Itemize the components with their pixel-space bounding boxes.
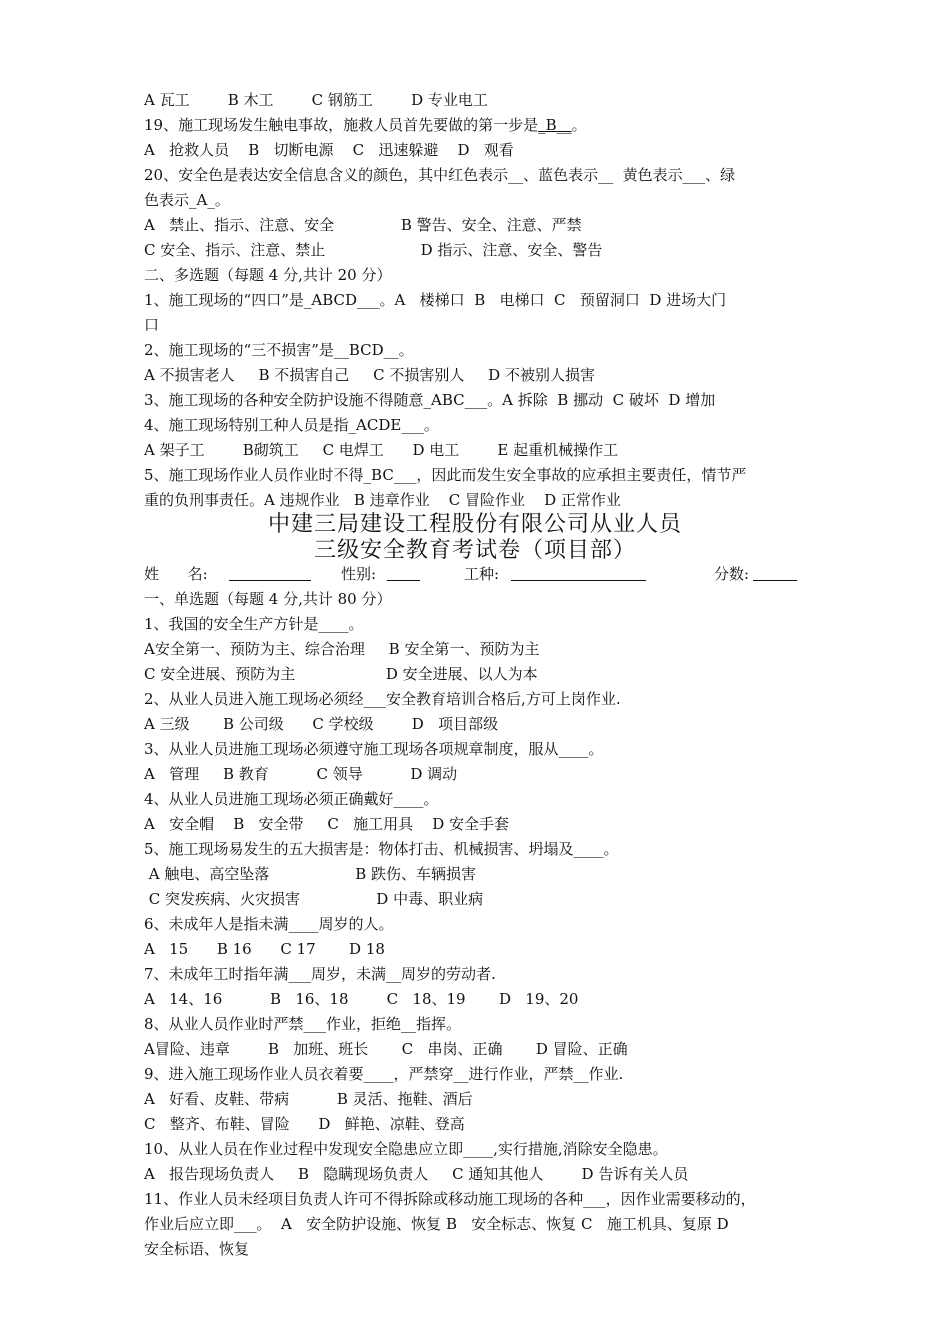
q20-options-ab: A 禁止、指示、注意、安全 B 警告、安全、注意、严禁 — [144, 216, 582, 234]
q9-question: 9、进入施工现场作业人员衣着要____，严禁穿__进行作业，严禁__作业. — [144, 1065, 624, 1083]
q5-question: 5、施工现场易发生的五大损害是：物体打击、机械损害、坍塌及____。 — [144, 840, 619, 858]
q6-question: 6、未成年人是指未满____周岁的人。 — [144, 915, 394, 933]
job-field[interactable] — [511, 566, 646, 581]
section-single-choice-heading: 一、单选题（每题 4 分,共计 80 分） — [144, 590, 392, 608]
name-field-label: 姓 名: — [144, 565, 208, 583]
q11-question-cont: 作业后应立即___。 A 安全防护设施、恢复 B 安全标志、恢复 C 施工机具、复原 D — [144, 1215, 729, 1233]
exam-title-line2: 三级安全教育考试卷（项目部） — [313, 538, 636, 563]
mq4-question: 4、施工现场特别工种人员是指_ACDE___。 — [144, 416, 439, 434]
mq1-question: 1、施工现场的“四口”是_ABCD___。A 楼梯口 B 电梯口 C 预留洞口 D 进场大门 — [144, 291, 727, 309]
name-field[interactable] — [229, 566, 311, 581]
q7-options: A 14、16 B 16、18 C 18、19 D 19、20 — [144, 990, 579, 1008]
q11-options-cont: 安全标语、恢复 — [144, 1240, 250, 1258]
mq2-question: 2、施工现场的“三不损害”是__BCD__。 — [144, 341, 414, 359]
mq5-question-cont: 重的负刑事责任。A 违规作业 B 违章作业 C 冒险作业 D 正常作业 — [144, 491, 621, 509]
q19-question: 19、施工现场发生触电事故，施救人员首先要做的第一步是_B__。 — [144, 116, 587, 134]
gender-field-label: 性别: — [341, 565, 377, 583]
job-field-label: 工种: — [464, 565, 500, 583]
section-multi-choice-heading: 二、多选题（每题 4 分,共计 20 分） — [144, 266, 392, 284]
q5-options-cd: C 突发疾病、火灾损害 D 中毒、职业病 — [144, 890, 484, 908]
q9-options-ab: A 好看、皮鞋、带病 B 灵活、拖鞋、酒后 — [144, 1090, 473, 1108]
mq4-options: A 架子工 B砌筑工 C 电焊工 D 电工 E 起重机械操作工 — [144, 441, 619, 459]
q7-question: 7、未成年工时指年满___周岁，未满__周岁的劳动者. — [144, 965, 496, 983]
q20-question-cont: 色表示_A_。 — [144, 191, 230, 209]
mq1-question-cont: 口 — [144, 316, 160, 334]
q8-options: A冒险、违章 B 加班、班长 C 串岗、正确 D 冒险、正确 — [144, 1040, 628, 1058]
score-field-label: 分数: — [714, 565, 750, 583]
q20-options-cd: C 安全、指示、注意、禁止 D 指示、注意、安全、警告 — [144, 241, 603, 259]
q5-options-ab: A 触电、高空坠落 B 跌伤、车辆损害 — [144, 865, 476, 883]
q1-options-cd: C 安全进展、预防为主 D 安全进展、以人为本 — [144, 665, 538, 683]
q1-question: 1、我国的安全生产方针是____。 — [144, 615, 364, 633]
q3-options: A 管理 B 教育 C 领导 D 调动 — [144, 765, 458, 783]
gender-field[interactable] — [387, 566, 420, 581]
q20-question: 20、安全色是表达安全信息含义的颜色，其中红色表示__、蓝色表示__ 黄色表示___、绿 — [144, 166, 736, 184]
q11-question: 11、作业人员未经项目负责人许可不得拆除或移动施工现场的各种___，因作业需要移动的， — [144, 1190, 756, 1208]
mq3-question: 3、施工现场的各种安全防护设施不得随意_ABC___。A 拆除 B 挪动 C 破坏 D 增加 — [144, 391, 716, 409]
q8-question: 8、从业人员作业时严禁___作业，拒绝__指挥。 — [144, 1015, 462, 1033]
q2-question: 2、从业人员进入施工现场必须经___安全教育培训合格后,方可上岗作业. — [144, 690, 621, 708]
q1-options-ab: A安全第一、预防为主、综合治理 B 安全第一、预防为主 — [144, 640, 540, 658]
q6-options: A 15 B 16 C 17 D 18 — [144, 940, 385, 958]
q10-options: A 报告现场负责人 B 隐瞒现场负责人 C 通知其他人 D 告诉有关人员 — [144, 1165, 689, 1183]
q4-options: A 安全帽 B 安全带 C 施工用具 D 安全手套 — [144, 815, 510, 833]
exam-title-line1: 中建三局建设工程股份有限公司从业人员 — [267, 512, 682, 537]
q18-options: A 瓦工 B 木工 C 钢筋工 D 专业电工 — [144, 91, 488, 109]
mq5-question: 5、施工现场作业人员作业时不得_BC___，因此而发生安全事故的应承担主要责任，情节严 — [144, 466, 747, 484]
q9-options-cd: C 整齐、布鞋、冒险 D 鲜艳、凉鞋、登高 — [144, 1115, 465, 1133]
q2-options: A 三级 B 公司级 C 学校级 D 项目部级 — [144, 715, 499, 733]
score-field[interactable] — [753, 566, 797, 581]
q4-question: 4、从业人员进施工现场必须正确戴好____。 — [144, 790, 439, 808]
q3-question: 3、从业人员进施工现场必须遵守施工现场各项规章制度，服从____。 — [144, 740, 604, 758]
q19-options: A 抢救人员 B 切断电源 C 迅速躲避 D 观看 — [144, 141, 514, 159]
q10-question: 10、从业人员在作业过程中发现安全隐患应立即____,实行措施,消除安全隐患。 — [144, 1140, 668, 1158]
mq2-options: A 不损害老人 B 不损害自己 C 不损害别人 D 不被别人损害 — [144, 366, 595, 384]
